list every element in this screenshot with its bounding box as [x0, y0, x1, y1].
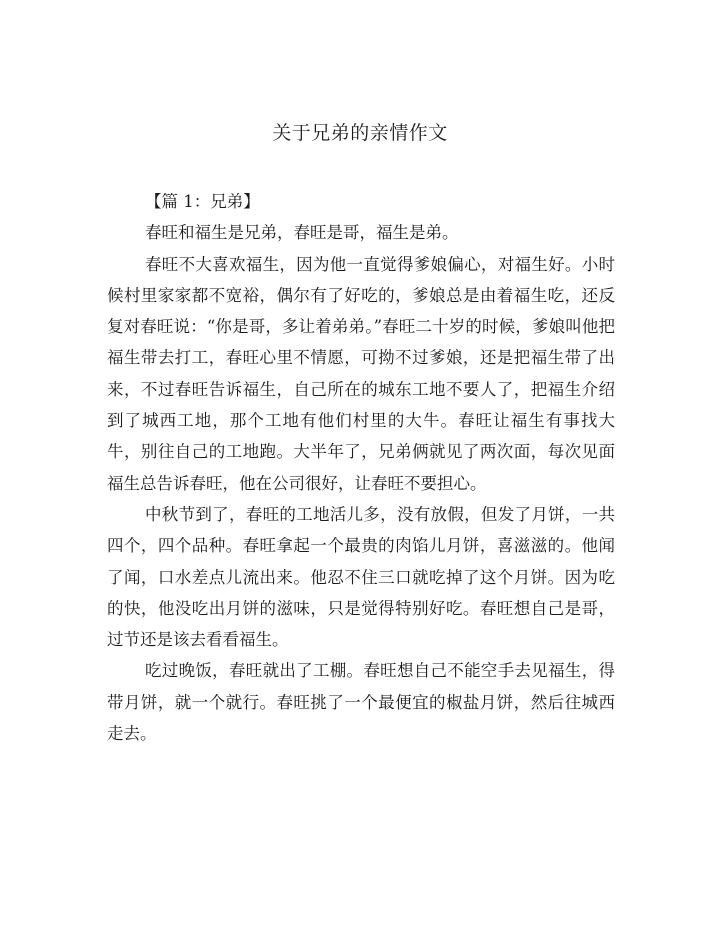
document-body — [107, 186, 615, 749]
paragraph-4: 吃过晚饭，春旺就出了工棚。春旺想自己不能空手去见福生，得带月饼，就一个就行。春旺挑了一个最便宜的椒盐月饼，然后往城西走去。 — [107, 661, 615, 744]
document-title: 关于兄弟的亲情作文 — [272, 122, 448, 144]
paragraph-2: 春旺不大喜欢福生，因为他一直觉得爹娘偏心，对福生好。小时候村里家家都不宽裕，偶尔有了好吃的，爹娘总是由着福生吃，还反复对春旺说：“你是哥，多让着弟弟。”春旺二十岁的时候，爹娘叫他把福生带去打工，春旺心里不情愿，可拗不过爹娘，还是把福生带了出来，不过春旺告诉福生，自己所在的城东工地不要人了，把福生介绍到了城西工地，那个工地有他们村里的大牛。春旺让福生有事找大牛，别往自己的工地跑。大半年了，兄弟俩就见了两次面，每次见面福生总告诉春旺，他在公司很好，让春旺不要担心。 — [107, 254, 615, 493]
paragraph-1: 春旺和福生是兄弟，春旺是哥，福生是弟。 — [145, 223, 459, 243]
paragraph-3: 中秋节到了，春旺的工地活儿多，没有放假，但发了月饼，一共四个，四个品种。春旺拿起一个最贵的肉馅儿月饼，喜滋滋的。他闻了闻，口水差点儿流出来。他忍不住三口就吃掉了这个月饼。因为吃的快，他没吃出月饼的滋味，只是觉得特别好吃。春旺想自己是哥，过节还是该去看看福生。 — [107, 504, 615, 650]
section-heading: 【篇 1：兄弟】 — [145, 192, 260, 211]
